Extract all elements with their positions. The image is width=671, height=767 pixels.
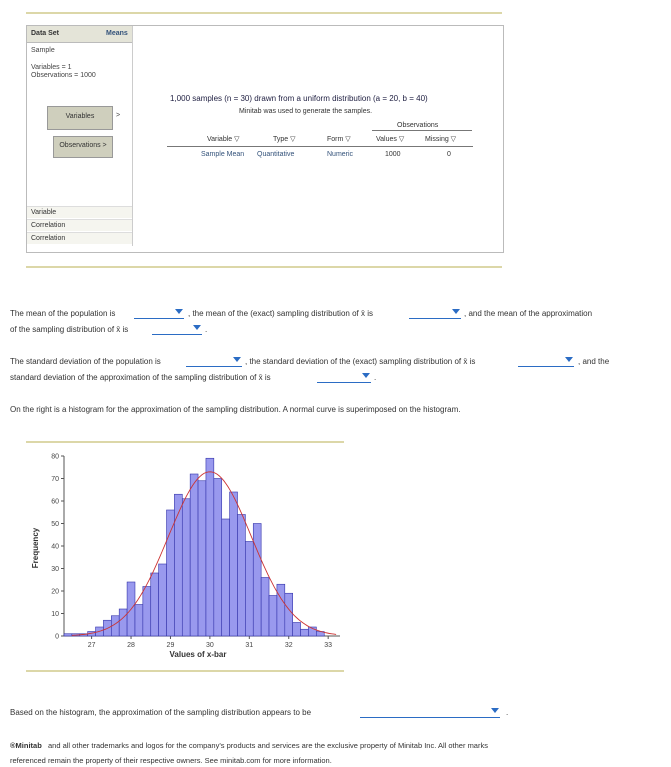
y-tick-label: 50 [51,521,59,528]
data-set-label: Data Set [31,30,60,37]
histogram-intro: On the right is a histogram for the approximation of the sampling distribution. A normal curve is superimposed on the histogram. [10,405,461,414]
q2-end: . [374,373,377,382]
y-tick-label: 30 [51,566,59,573]
histogram-bar [245,542,253,637]
histogram-bar [182,499,190,636]
divider-chart-top [26,441,344,443]
histogram-bar [174,494,182,636]
q1-text-a: The mean of the population is [10,309,116,318]
variables-count: Variables = 1 [31,64,72,71]
population-sd-dropdown[interactable] [186,356,242,367]
cell-variable: Sample Mean [201,151,245,158]
histogram-bar [301,629,309,636]
q2-text-d: standard deviation of the approximation of the sampling distribution of x̄ is [10,373,271,382]
cell-values: 1000 [385,151,401,158]
q1-text-d: of the sampling distribution of x̄ is [10,325,129,334]
histogram-bar [159,564,167,636]
x-tick-label: 30 [205,642,214,649]
col-header-missing[interactable]: Missing ▽ [425,136,457,143]
chevron-down-icon [233,357,241,362]
cell-missing: 0 [447,151,451,158]
histogram-bar [119,609,127,636]
histogram-bar [167,510,175,636]
sidebar-item-correlation[interactable]: Correlation [27,219,132,231]
approx-mean-dropdown[interactable] [152,324,202,335]
population-mean-dropdown[interactable] [134,308,184,319]
minitab-data-panel [26,25,504,253]
cell-form: Numeric [327,151,354,158]
y-axis-label: Frequency [31,527,40,569]
histogram-bar [261,578,269,637]
approx-sd-dropdown[interactable] [317,372,371,383]
histogram-bar [198,481,206,636]
q1-text-c: , and the mean of the approximation [464,309,593,318]
histogram-bar [151,573,159,636]
histogram-bar [64,634,72,636]
x-tick-label: 27 [87,642,96,649]
divider-panel-bottom [26,266,502,268]
histogram-bar [135,605,143,637]
table-header-rule [167,146,473,147]
x-tick-label: 31 [245,642,254,649]
y-tick-label: 20 [51,588,59,596]
y-tick-label: 70 [51,476,59,483]
chevron-down-icon [491,708,499,713]
col-header-values[interactable]: Values ▽ [376,136,405,143]
sidebar-header [27,26,132,43]
col-header-form[interactable]: Form ▽ [327,136,351,143]
footer-line-2: referenced remain the property of their respective owners. See minitab.com for more information. [10,756,332,765]
data-set-sidebar [27,26,133,246]
histogram-bar [214,479,222,637]
means-label: Means [106,30,128,37]
q3-text: Based on the histogram, the approximation of the sampling distribution appears to be [10,708,312,717]
histogram-bar [222,519,230,636]
histogram-bar [190,474,198,636]
variables-button[interactable]: Variables [47,106,113,130]
group-header-rule [372,130,472,131]
histogram-bar [230,492,238,636]
col-header-type[interactable]: Type ▽ [273,136,296,143]
chevron-down-icon [565,357,573,362]
sample-label: Sample [31,47,55,54]
footer-line-1: and all other trademarks and logos for the company's products and services are the exclusive property of Minitab Inc. All other marks [48,741,488,750]
histogram-chart [20,448,360,668]
chevron-down-icon [193,325,201,330]
panel-subtitle: Minitab was used to generate the samples. [239,108,373,115]
minitab-brand-logo: ®Minitab [10,741,42,750]
q1-text-b: , the mean of the (exact) sampling distribution of x̄ is [188,309,373,318]
observations-button[interactable]: Observations > [53,136,113,158]
q2-text-a: The standard deviation of the population is [10,357,161,366]
x-axis-label: Values of x-bar [169,650,227,659]
y-tick-label: 60 [51,498,59,506]
histogram-bar [269,596,277,637]
sampling-sd-dropdown[interactable] [518,356,574,367]
divider-chart-bottom [26,670,344,672]
cell-type: Quantitative [257,151,295,158]
sidebar-item-correlation-2[interactable]: Correlation [27,232,132,244]
y-tick-label: 10 [51,611,59,618]
q2-text-b: , the standard deviation of the (exact) sampling distribution of x̄ is [245,357,476,366]
chevron-down-icon [452,309,460,314]
histogram-bar [285,593,293,636]
variables-arrow-icon: > [116,112,121,119]
x-tick-label: 29 [166,642,175,649]
observations-group-header: Observations [397,122,439,129]
q2-text-c: , and the [578,357,610,366]
x-tick-label: 33 [324,642,333,649]
y-tick-label: 80 [51,453,59,461]
sampling-mean-dropdown[interactable] [409,308,461,319]
x-tick-label: 32 [284,642,293,649]
divider-top [26,12,502,14]
chevron-down-icon [175,309,183,314]
histogram-bar [206,458,214,636]
histogram-bar [253,524,261,637]
y-tick-label: 40 [51,543,59,551]
q1-end: . [205,325,208,334]
observations-count: Observations = 1000 [31,72,96,79]
chevron-down-icon [362,373,370,378]
histogram-bar [277,584,285,636]
col-header-variable[interactable]: Variable ▽ [207,136,240,143]
panel-title: 1,000 samples (n = 30) drawn from a uniform distribution (a = 20, b = 40) [170,94,428,103]
y-tick-label: 0 [55,633,59,641]
histogram-bar [143,587,151,637]
histogram-bar [237,515,245,637]
histogram-bar [293,623,301,637]
sidebar-item-variable[interactable]: Variable [27,206,132,218]
x-tick-label: 28 [127,642,135,649]
distribution-shape-dropdown[interactable] [360,707,500,718]
q3-end: . [506,708,509,717]
